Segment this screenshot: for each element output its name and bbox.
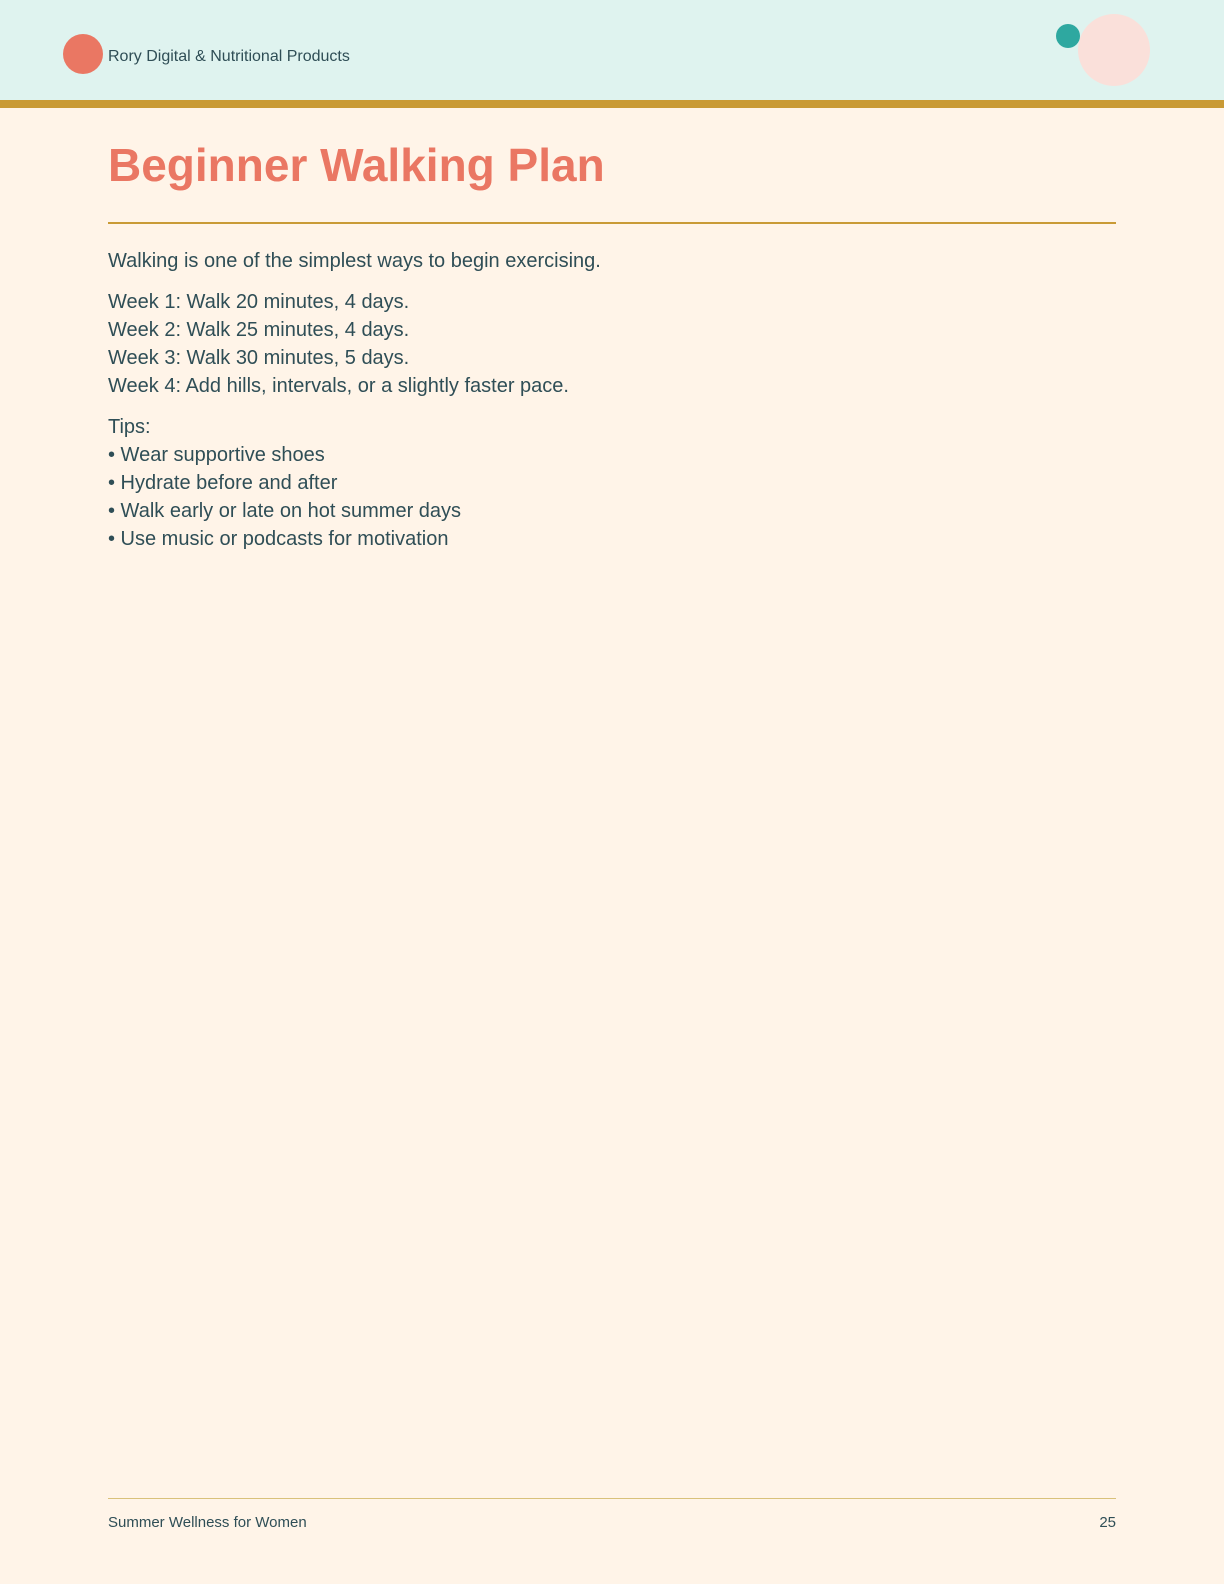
tip-item: • Walk early or late on hot summer days (108, 500, 462, 522)
page-title: Beginner Walking Plan (108, 139, 605, 191)
tip-item: • Hydrate before and after (108, 472, 338, 494)
week-4-line: Week 4: Add hills, intervals, or a slightly faster pace. (108, 375, 569, 397)
tips-heading: Tips: (108, 416, 151, 438)
tip-item: • Use music or podcasts for motivation (108, 528, 449, 550)
week-3-line: Week 3: Walk 30 minutes, 5 days. (108, 347, 410, 369)
main-content (108, 247, 1116, 553)
brand-name: Rory Digital & Nutritional Products (108, 48, 350, 65)
tips-section (108, 413, 1116, 553)
footer-title: Summer Wellness for Women (108, 1514, 307, 1531)
week-1-line: Week 1: Walk 20 minutes, 4 days. (108, 291, 410, 313)
title-divider (108, 222, 1116, 224)
decorative-circle-large-icon (1078, 14, 1150, 86)
footer-divider (108, 1498, 1116, 1499)
weekly-plan (108, 288, 1116, 400)
page-number: 25 (1099, 1514, 1116, 1531)
tips-list (108, 441, 1116, 553)
week-2-line: Week 2: Walk 25 minutes, 4 days. (108, 319, 410, 341)
decorative-circle-small-icon (1056, 24, 1080, 48)
tip-item: • Wear supportive shoes (108, 444, 325, 466)
header-rule (0, 100, 1224, 108)
intro-paragraph: Walking is one of the simplest ways to begin exercising. (108, 250, 601, 272)
circle-logo-icon (63, 34, 103, 74)
